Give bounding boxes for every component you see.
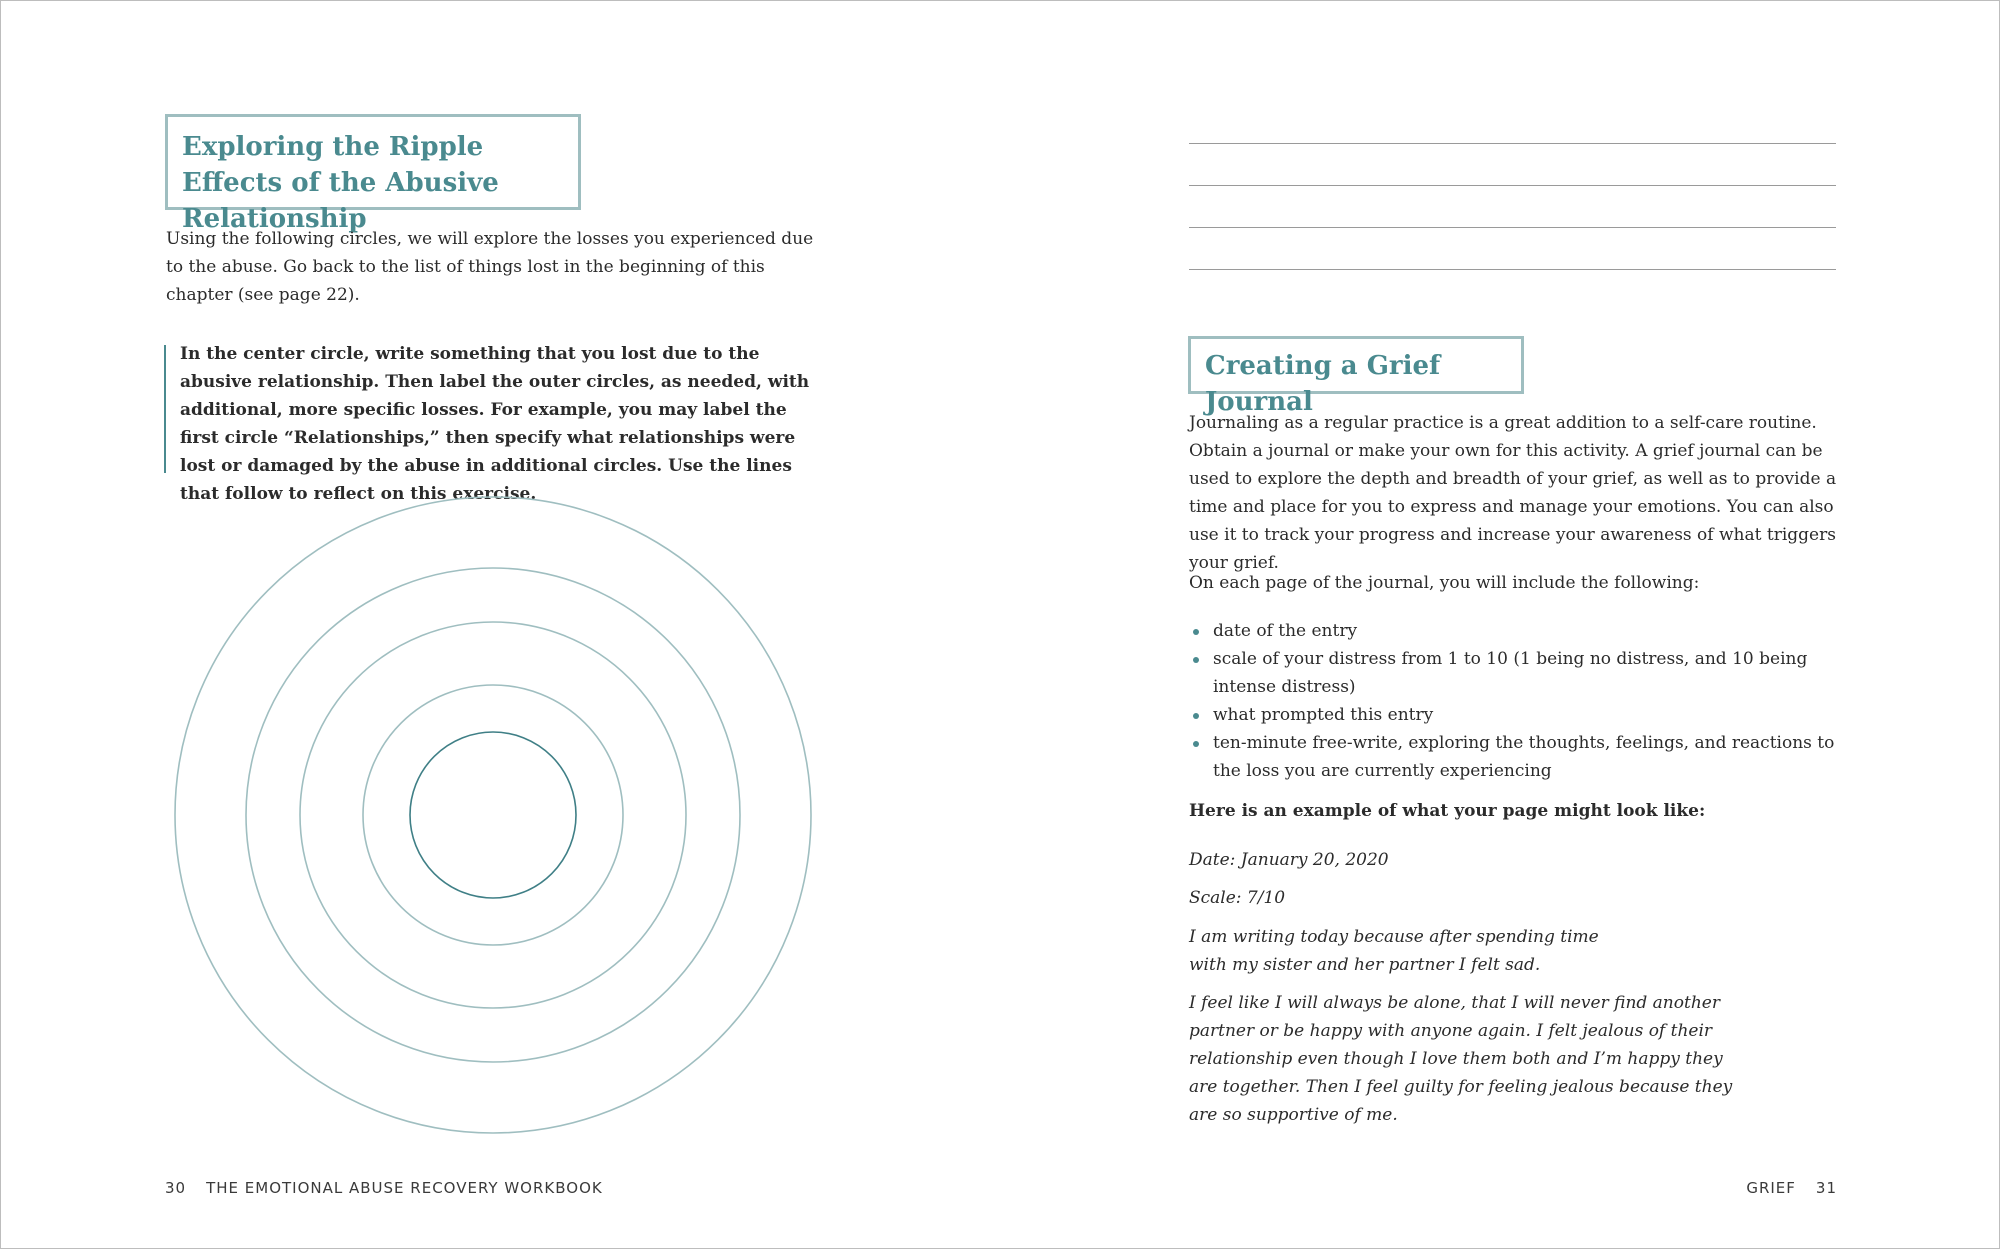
list-item: what prompted this entry xyxy=(1189,701,1839,729)
section-title-ripple-effects: Exploring the Ripple Effects of the Abusive Relationship xyxy=(165,114,581,210)
intro-paragraph-left: Using the following circles, we will explore the losses you experienced due to the abuse. Go back to the list of things lost in the beginning of this chapter (see page 22). xyxy=(166,229,814,305)
example-date: Date: January 20, 2020 xyxy=(1189,850,1389,870)
example-scale: Scale: 7/10 xyxy=(1189,888,1286,908)
ripple-circle-outer[interactable] xyxy=(175,497,811,1133)
page-number-right: 31 xyxy=(1815,1179,1837,1197)
running-title-right: GRIEF xyxy=(1746,1179,1796,1197)
footer-left xyxy=(165,1179,603,1197)
list-item: scale of your distress from 1 to 10 (1 being no distress, and 10 being intense distress) xyxy=(1189,645,1839,701)
page-number-left: 30 xyxy=(165,1179,187,1197)
instructions-paragraph: In the center circle, write something that you lost due to the abusive relationship. Then label the outer circles, as needed, with additional, more specific losses. For example, you may label the first circle “Relationships,” then specify what relationships were lost or damaged by the abuse in additional circles. Use the lines that follow to reflect on this exercise. xyxy=(180,344,810,504)
writing-line[interactable] xyxy=(1189,185,1836,186)
list-intro: On each page of the journal, you will include the following: xyxy=(1189,573,1700,593)
writing-line[interactable] xyxy=(1189,143,1836,144)
list-item: ten-minute free-write, exploring the thoughts, feelings, and reactions to the loss you are currently experiencing xyxy=(1189,729,1839,785)
instruction-accent-bar xyxy=(164,345,166,473)
example-heading: Here is an example of what your page might look like: xyxy=(1189,801,1706,821)
ripple-circle-2[interactable] xyxy=(363,685,623,945)
writing-line[interactable] xyxy=(1189,227,1836,228)
list-item: date of the entry xyxy=(1189,617,1839,645)
intro-paragraph-right: Journaling as a regular practice is a great addition to a self-care routine. Obtain a journal or make your own for this activity. A grief journal can be used to explore the depth and breadth of your grief, as well as to provide a time and place for you to express and manage your emotions. You can also use it to track your progress and increase your awareness of what triggers your grief. xyxy=(1189,413,1837,573)
ripple-circle-4[interactable] xyxy=(246,568,740,1062)
ripple-circle-3[interactable] xyxy=(300,622,686,1008)
writing-line[interactable] xyxy=(1189,269,1836,270)
section-title-grief-journal: Creating a Grief Journal xyxy=(1188,336,1524,394)
footer-right xyxy=(1746,1179,1837,1197)
running-title-left: THE EMOTIONAL ABUSE RECOVERY WORKBOOK xyxy=(206,1179,603,1197)
example-paragraph-2: I feel like I will always be alone, that I will never find another partner or be happy with anyone again. I felt jealous of their relationship even though I love them both and I’m happy they are together. Then I feel guilty for feeling jealous because they are so supportive of me. xyxy=(1189,993,1733,1125)
ripple-circles-diagram xyxy=(171,493,815,1137)
journal-items-list xyxy=(1189,617,1839,785)
ripple-circle-center[interactable] xyxy=(410,732,576,898)
example-paragraph-1: I am writing today because after spending time with my sister and her partner I felt sad. xyxy=(1189,927,1599,975)
